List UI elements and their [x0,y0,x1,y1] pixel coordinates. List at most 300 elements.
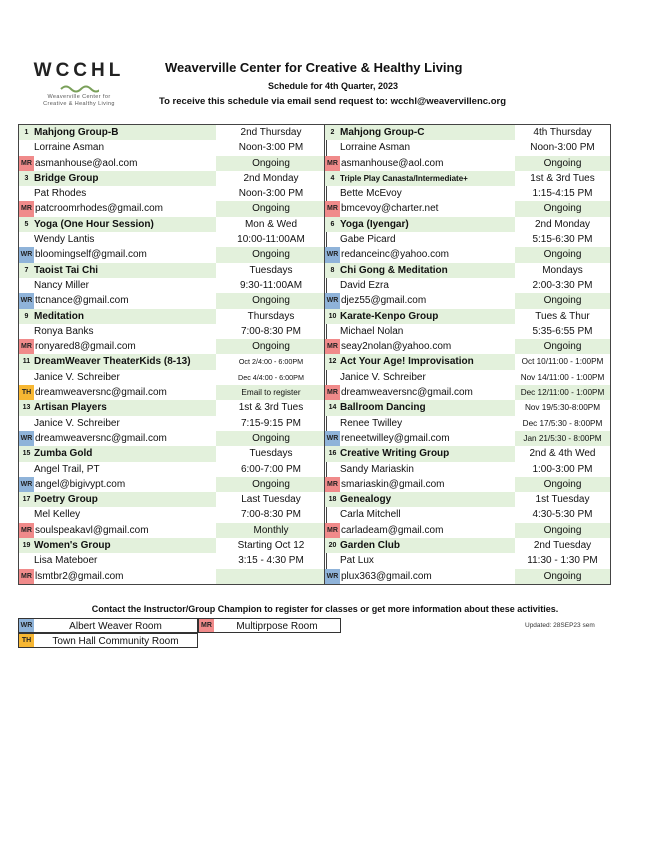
group-row [19,400,326,415]
schedule-status: Ongoing [515,569,610,584]
instructor-cell [325,462,515,477]
instructor-cell [19,416,216,431]
legend-label: Multiprpose Room [236,621,318,632]
room-tag: WR [325,293,340,308]
legend-label: Albert Weaver Room [69,621,162,632]
schedule-status: Ongoing [216,201,326,216]
instructor-name: Sandy Mariaskin [340,463,414,475]
group-title [325,400,515,415]
group-row [19,309,326,324]
email-cell [325,201,515,216]
group-number: 20 [328,542,337,550]
group-row [19,247,326,262]
email-cell [325,247,515,262]
schedule-day: 2nd Monday [534,218,591,230]
schedule-status: Ongoing [515,201,610,216]
schedule-status: Ongoing [515,156,610,171]
contact-email-link[interactable]: smariaskin@gmail.com [341,478,445,490]
group-number: 18 [328,496,337,504]
group-number: 12 [328,358,337,366]
instructor-name: Gabe Picard [340,234,396,246]
group-row [19,492,326,507]
group-number: 6 [330,220,335,228]
group-row [325,446,610,461]
schedule-day: Tuesdays [249,448,293,460]
schedule-time: 6:00-7:00 PM [240,463,302,475]
group-title [325,354,515,369]
group-row [325,385,610,400]
schedule-day: Nov 19/5:30-8:00PM [524,403,601,413]
email-cell [19,201,216,216]
schedule-time: 10:00-11:00AM [237,234,305,246]
group-row [19,354,326,369]
group-row [19,140,326,155]
group-row [19,370,326,385]
contact-email-link[interactable]: redanceinc@yahoo.com [341,249,449,261]
schedule-time: 5:15-6:30 PM [532,234,593,246]
group-name: Act Your Age! Improvisation [340,356,474,368]
schedule-time: 7:15-9:15 PM [240,417,302,429]
group-name: Yoga (Iyengar) [340,218,409,230]
group-row [325,354,610,369]
instructor-name: Carla Mitchell [340,509,401,521]
group-title [19,400,216,415]
group-name: DreamWeaver TheaterKids (8-13) [34,356,191,368]
schedule-time: 9:30-11:00AM [239,279,303,291]
email-request-line: To receive this schedule via email send request to: wcchl@weavervillenc.org [159,96,506,107]
schedule-grid-left [18,124,327,585]
contact-email-link[interactable]: bmcevoy@charter.net [341,203,439,215]
schedule-day: 2nd Thursday [240,127,302,138]
instructor-cell [19,278,216,293]
group-row [19,446,326,461]
room-tag: MR [19,523,34,538]
instructor-cell [19,232,216,247]
room-tag: MR [19,156,34,171]
instructor-name: Wendy Lantis [34,234,95,246]
group-row [19,507,326,522]
instructor-cell [325,232,515,247]
group-title [19,446,216,461]
group-row [325,293,610,308]
schedule-day: Tues & Thur [535,310,590,322]
group-name: Yoga (One Hour Session) [34,218,154,230]
instructor-cell [325,324,515,339]
group-name: Artisan Players [34,402,107,414]
group-name: Mahjong Group-C [340,127,425,138]
group-row [325,431,610,446]
instructor-cell [19,507,216,522]
schedule-day: Thursdays [247,310,295,322]
instructor-cell [325,416,515,431]
legend-label: Town Hall Community Room [52,636,179,647]
group-row [325,156,610,171]
page-title: Weaverville Center for Creative & Healthy Living [165,60,463,75]
group-row [19,553,326,568]
schedule-day: Mondays [542,264,583,276]
group-row [325,507,610,522]
contact-email-link[interactable]: asmanhouse@aol.com [341,157,444,169]
group-row [325,339,610,354]
group-row [19,462,326,477]
group-number: 14 [328,404,337,412]
schedule-status: Jan 21/5:30 - 8:00PM [515,431,610,446]
group-name: Poetry Group [34,494,98,506]
schedule-time: 7:00-8:30 PM [240,325,302,337]
schedule-time: 11:30 - 1:30 PM [527,555,598,567]
email-cell [19,156,216,171]
group-number: 15 [22,450,31,458]
instructor-cell [325,553,515,568]
group-row [325,416,610,431]
group-row [325,538,610,553]
schedule-status: Ongoing [216,339,326,354]
schedule-status: Ongoing [216,477,326,492]
group-number: 5 [24,220,29,228]
schedule-day: 1st & 3rd Tues [238,402,304,414]
legend-item-th [18,633,198,648]
group-row [19,232,326,247]
instructor-cell [19,140,216,155]
schedule-status: Ongoing [216,156,326,171]
group-row [19,278,326,293]
instructor-name: Pat Lux [340,555,374,567]
schedule-day: 1st & 3rd Tues [530,172,595,184]
schedule-day: 4th Thursday [533,127,592,138]
group-number: 2 [330,129,335,136]
group-name: Triple Play Canasta/Intermediate+ [340,173,468,183]
schedule-day: 2nd Monday [243,172,299,184]
email-cell [325,293,515,308]
group-number: 11 [22,358,31,366]
legend-item-mr [198,618,341,633]
contact-email-link[interactable]: ttcnance@gmail.com [35,295,129,307]
contact-email-link[interactable]: carladeam@gmail.com [341,524,444,536]
room-tag: WR [19,431,34,446]
email-cell [19,385,216,400]
group-row [19,523,326,538]
instructor-name: Janice V. Schreiber [340,371,426,383]
group-row [325,523,610,538]
instructor-cell [325,370,515,385]
room-tag: WR [19,293,34,308]
group-row [19,431,326,446]
group-row [325,309,610,324]
instructor-name: Mel Kelley [34,509,81,521]
contact-email-link[interactable]: dreamweaversnc@gmail.com [341,387,473,399]
instructor-cell [325,507,515,522]
group-number: 1 [24,129,29,136]
group-row [19,125,326,140]
group-title [19,125,216,140]
contact-email-link[interactable]: ronyared8@gmail.com [35,341,136,353]
room-tag: MR [325,477,340,492]
email-cell [19,339,216,354]
group-row [325,400,610,415]
instructor-name: Janice V. Schreiber [34,417,120,429]
schedule-day: Oct 10/11:00 - 1:00PM [521,357,604,367]
room-tag: WR [19,477,34,492]
email-cell [325,339,515,354]
group-row [325,569,610,584]
contact-email-link[interactable]: bloomingself@gmail.com [35,249,147,261]
room-tag: WR [325,569,340,584]
room-tag: MR [325,523,340,538]
logo-subtitle-1: Weaverville Center for [47,94,111,100]
group-name: Mahjong Group-B [34,127,119,138]
room-tag: MR [19,201,34,216]
email-cell [325,523,515,538]
group-row [325,171,610,186]
group-row [325,232,610,247]
schedule-time: Noon-3:00 PM [238,188,304,200]
email-cell [325,156,515,171]
group-row [19,263,326,278]
group-row [19,538,326,553]
group-name: Genealogy [340,494,392,506]
group-row [325,324,610,339]
group-name: Garden Club [340,540,401,552]
group-number: 19 [22,542,31,550]
group-title [19,217,216,232]
email-cell [19,431,216,446]
group-title [325,171,515,186]
instructor-cell [325,140,515,155]
contact-email-link[interactable]: soulspeakavl@gmail.com [35,524,149,536]
schedule-time: Nov 14/11:00 - 1:00PM [520,372,605,382]
schedule-time: Dec 17/5:30 - 8:00PM [522,418,603,428]
group-row [19,477,326,492]
group-row [325,201,610,216]
email-cell [19,247,216,262]
group-name: Women's Group [34,540,111,552]
email-cell [325,385,515,400]
group-name: Meditation [34,310,84,322]
room-tag: MR [19,339,34,354]
contact-email-link[interactable]: djez55@gmail.com [341,295,427,307]
schedule-time: 3:15 - 4:30 PM [238,555,304,567]
updated-note: Updated: 28SEP23 sem [525,622,595,629]
instructor-cell [19,370,216,385]
instructor-name: Janice V. Schreiber [34,371,120,383]
room-tag: WR [19,247,34,262]
group-name: Bridge Group [34,172,99,184]
group-number: 16 [328,450,337,458]
instructor-name: Bette McEvoy [340,188,402,200]
schedule-time: Noon-3:00 PM [530,142,595,154]
instructor-name: Pat Rhodes [34,188,87,200]
group-name: Karate-Kenpo Group [340,310,439,322]
group-number: 8 [330,266,335,274]
schedule-time: 5:35-6:55 PM [532,325,593,337]
group-row [19,171,326,186]
group-name: Ballroom Dancing [340,402,426,414]
schedule-status: Dec 12/11:00 - 1:00PM [515,385,610,400]
logo-text: WCCHL [33,60,125,81]
group-title [325,538,515,553]
instructor-name: Michael Nolan [340,325,404,337]
email-cell [325,431,515,446]
room-tag: MR [325,385,340,400]
contact-note: Contact the Instructor/Group Champion to register for classes or get more information about these activities. [91,604,559,614]
instructor-name: David Ezra [340,279,389,291]
logo-subtitle-2: Creative & Healthy Living [43,101,115,107]
email-cell [19,569,216,584]
room-tag: WR [325,431,340,446]
schedule-day: Tuesdays [249,264,293,276]
contact-email-link[interactable]: dreamweaversnc@gmail.com [35,387,167,399]
group-number: 3 [24,174,29,182]
group-row [19,156,326,171]
group-number: 7 [24,266,29,274]
room-tag: TH [19,385,34,400]
group-name: Taoist Tai Chi [34,264,99,276]
contact-email-link[interactable]: dreamweaversnc@gmail.com [35,432,167,444]
group-row [19,186,326,201]
schedule-grid-right [324,124,611,585]
room-tag: MR [19,569,34,584]
contact-email-link[interactable]: asmanhouse@aol.com [35,157,138,169]
group-title [325,217,515,232]
contact-email-link[interactable]: patcroomrhodes@gmail.com [35,203,163,215]
email-cell [325,569,515,584]
instructor-cell [325,278,515,293]
group-title [19,309,216,324]
contact-email-link[interactable]: reneetwilley@gmail.com [341,432,450,444]
group-title [325,263,515,278]
group-name: Chi Gong & Meditation [340,264,448,276]
schedule-time: Noon-3:00 PM [238,142,304,154]
group-title [19,538,216,553]
legend-code: WR [19,619,34,632]
email-cell [19,523,216,538]
group-title [19,171,216,186]
schedule-time: 2:00-3:30 PM [532,279,593,291]
group-title [19,263,216,278]
schedule-status: Ongoing [216,431,326,446]
schedule-status [216,569,326,584]
schedule-day: Starting Oct 12 [237,540,305,552]
instructor-name: Lorraine Asman [340,142,411,154]
group-row [325,186,610,201]
schedule-status: Email to register [216,385,326,400]
group-row [19,293,326,308]
group-row [325,217,610,232]
group-row [19,217,326,232]
instructor-name: Ronya Banks [34,325,94,337]
instructor-cell [325,186,515,201]
room-tag: MR [325,201,340,216]
instructor-cell [19,186,216,201]
group-number: 9 [24,312,29,320]
schedule-time: 4:30-5:30 PM [532,509,593,521]
schedule-day: 1st Tuesday [535,494,590,506]
instructor-cell [19,324,216,339]
group-row [325,140,610,155]
contact-email-link[interactable]: plux363@gmail.com [341,570,432,582]
legend-item-wr [18,618,198,633]
schedule-status: Ongoing [515,477,610,492]
schedule-status: Ongoing [515,247,610,262]
schedule-time: 1:15-4:15 PM [532,188,593,200]
legend-code: MR [199,619,214,632]
schedule-day: 2nd Tuesday [533,540,592,552]
group-row [325,263,610,278]
group-row [19,416,326,431]
schedule-status: Monthly [216,523,326,538]
email-cell [19,293,216,308]
schedule-status: Ongoing [216,247,326,262]
email-cell [325,477,515,492]
group-row [325,492,610,507]
room-tag: MR [325,156,340,171]
schedule-subtitle [0,81,650,91]
instructor-name: Renee Twilley [340,417,403,429]
group-row [19,385,326,400]
schedule-day: Oct 2/4:00 - 6:00PM [238,357,304,367]
group-row [325,553,610,568]
email-cell [19,477,216,492]
schedule-status: Ongoing [515,523,610,538]
contact-email-link[interactable]: lsmtbr2@gmail.com [35,570,124,582]
room-tag: WR [325,247,340,262]
group-number: 4 [330,174,335,182]
instructor-name: Angel Trail, PT [34,463,100,475]
group-name: Creative Writing Group [340,448,450,460]
schedule-day: Last Tuesday [241,494,301,506]
group-name: Zumba Gold [34,448,93,460]
group-row [325,477,610,492]
room-tag: MR [325,339,340,354]
instructor-name: Lorraine Asman [34,142,105,154]
schedule-day: 2nd & 4th Wed [529,448,596,460]
schedule-time: Dec 4/4:00 - 6:00PM [238,372,304,382]
group-row [325,462,610,477]
group-row [19,201,326,216]
legend-code: TH [19,634,34,647]
instructor-name: Nancy Miller [34,279,90,291]
group-title [19,354,216,369]
group-row [325,125,610,140]
schedule-subtitle-text: Schedule for 4th Quarter, 2023 [267,81,399,91]
group-row [325,278,610,293]
group-title [19,492,216,507]
group-row [325,370,610,385]
group-row [19,339,326,354]
schedule-time: 1:00-3:00 PM [532,463,593,475]
contact-email-link[interactable]: seay2nolan@yahoo.com [341,341,452,353]
group-title [325,446,515,461]
instructor-cell [19,462,216,477]
schedule-time: 7:00-8:30 PM [240,509,302,521]
group-title [325,309,515,324]
group-title [325,492,515,507]
group-row [19,569,326,584]
schedule-status: Ongoing [216,293,326,308]
group-title [325,125,515,140]
group-number: 17 [22,496,31,504]
group-number: 13 [22,404,31,412]
instructor-cell [19,553,216,568]
group-number: 10 [328,312,337,320]
schedule-status: Ongoing [515,293,610,308]
group-row [19,324,326,339]
schedule-status: Ongoing [515,339,610,354]
instructor-name: Lisa Mateboer [34,555,98,567]
contact-email-link[interactable]: angel@bigivypt.com [35,478,126,490]
schedule-day: Mon & Wed [244,218,298,230]
group-row [325,247,610,262]
